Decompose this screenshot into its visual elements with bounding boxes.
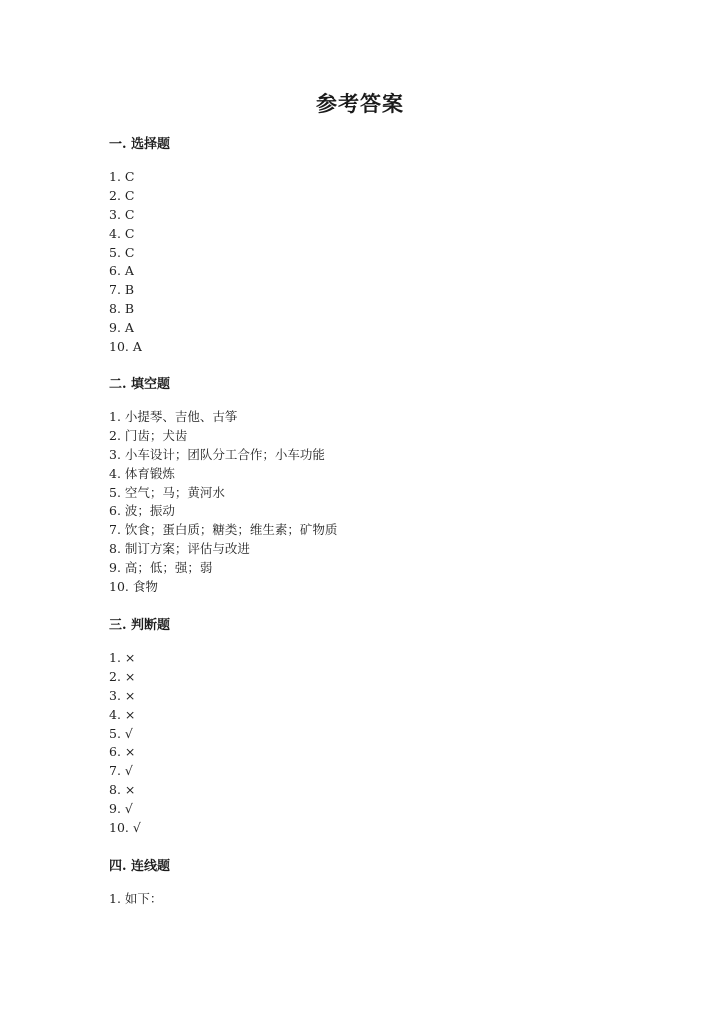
list-item: 3. C (109, 206, 135, 222)
list-item: 2. C (109, 187, 135, 203)
list-item: 7. 饮食；蛋白质；糖类；维生素；矿物质 (109, 522, 338, 538)
page-title: 参考答案 (316, 91, 404, 116)
choice-answer-list (109, 168, 142, 357)
list-item: 9. √ (109, 801, 133, 817)
list-item: 6. 波；振动 (109, 503, 175, 519)
list-item: 3. × (109, 687, 136, 703)
list-item: 1. 小提琴、吉他、古筝 (109, 409, 238, 424)
list-item: 10. √ (109, 820, 141, 836)
list-item: 5. √ (109, 725, 133, 741)
list-item: 1. × (109, 650, 136, 665)
list-item: 4. C (109, 225, 135, 241)
list-item: 2. × (109, 668, 136, 684)
section-heading-choice: 一. 选择题 (109, 137, 171, 152)
list-item: 9. 高；低；强；弱 (109, 560, 213, 576)
list-item: 7. √ (109, 763, 133, 779)
fill-answer-list (109, 408, 337, 597)
list-item: 10. A (109, 339, 142, 355)
list-item: 8. B (109, 301, 135, 317)
section-heading-matching: 四. 连线题 (109, 859, 171, 874)
list-item: 8. × (109, 782, 136, 798)
section-heading-judgement: 三. 判断题 (109, 618, 171, 633)
list-item: 7. B (109, 282, 135, 298)
list-item: 6. A (109, 263, 134, 279)
list-item: 1. 如下： (109, 891, 163, 906)
list-item: 5. 空气；马；黄河水 (109, 484, 225, 500)
list-item: 4. × (109, 706, 136, 722)
matching-answer-list (109, 890, 162, 909)
list-item: 1. C (109, 169, 135, 184)
judgement-answer-list (109, 649, 141, 838)
list-item: 2. 门齿；犬齿 (109, 427, 188, 443)
list-item: 9. A (109, 320, 134, 336)
list-item: 6. × (109, 744, 136, 760)
list-item: 4. 体育锻炼 (109, 465, 175, 481)
list-item: 3. 小车设计；团队分工合作；小车功能 (109, 446, 325, 462)
list-item: 8. 制订方案；评估与改进 (109, 541, 250, 557)
section-heading-fill: 二. 填空题 (109, 377, 171, 392)
list-item: 5. C (109, 244, 135, 260)
list-item: 10. 食物 (109, 579, 158, 595)
